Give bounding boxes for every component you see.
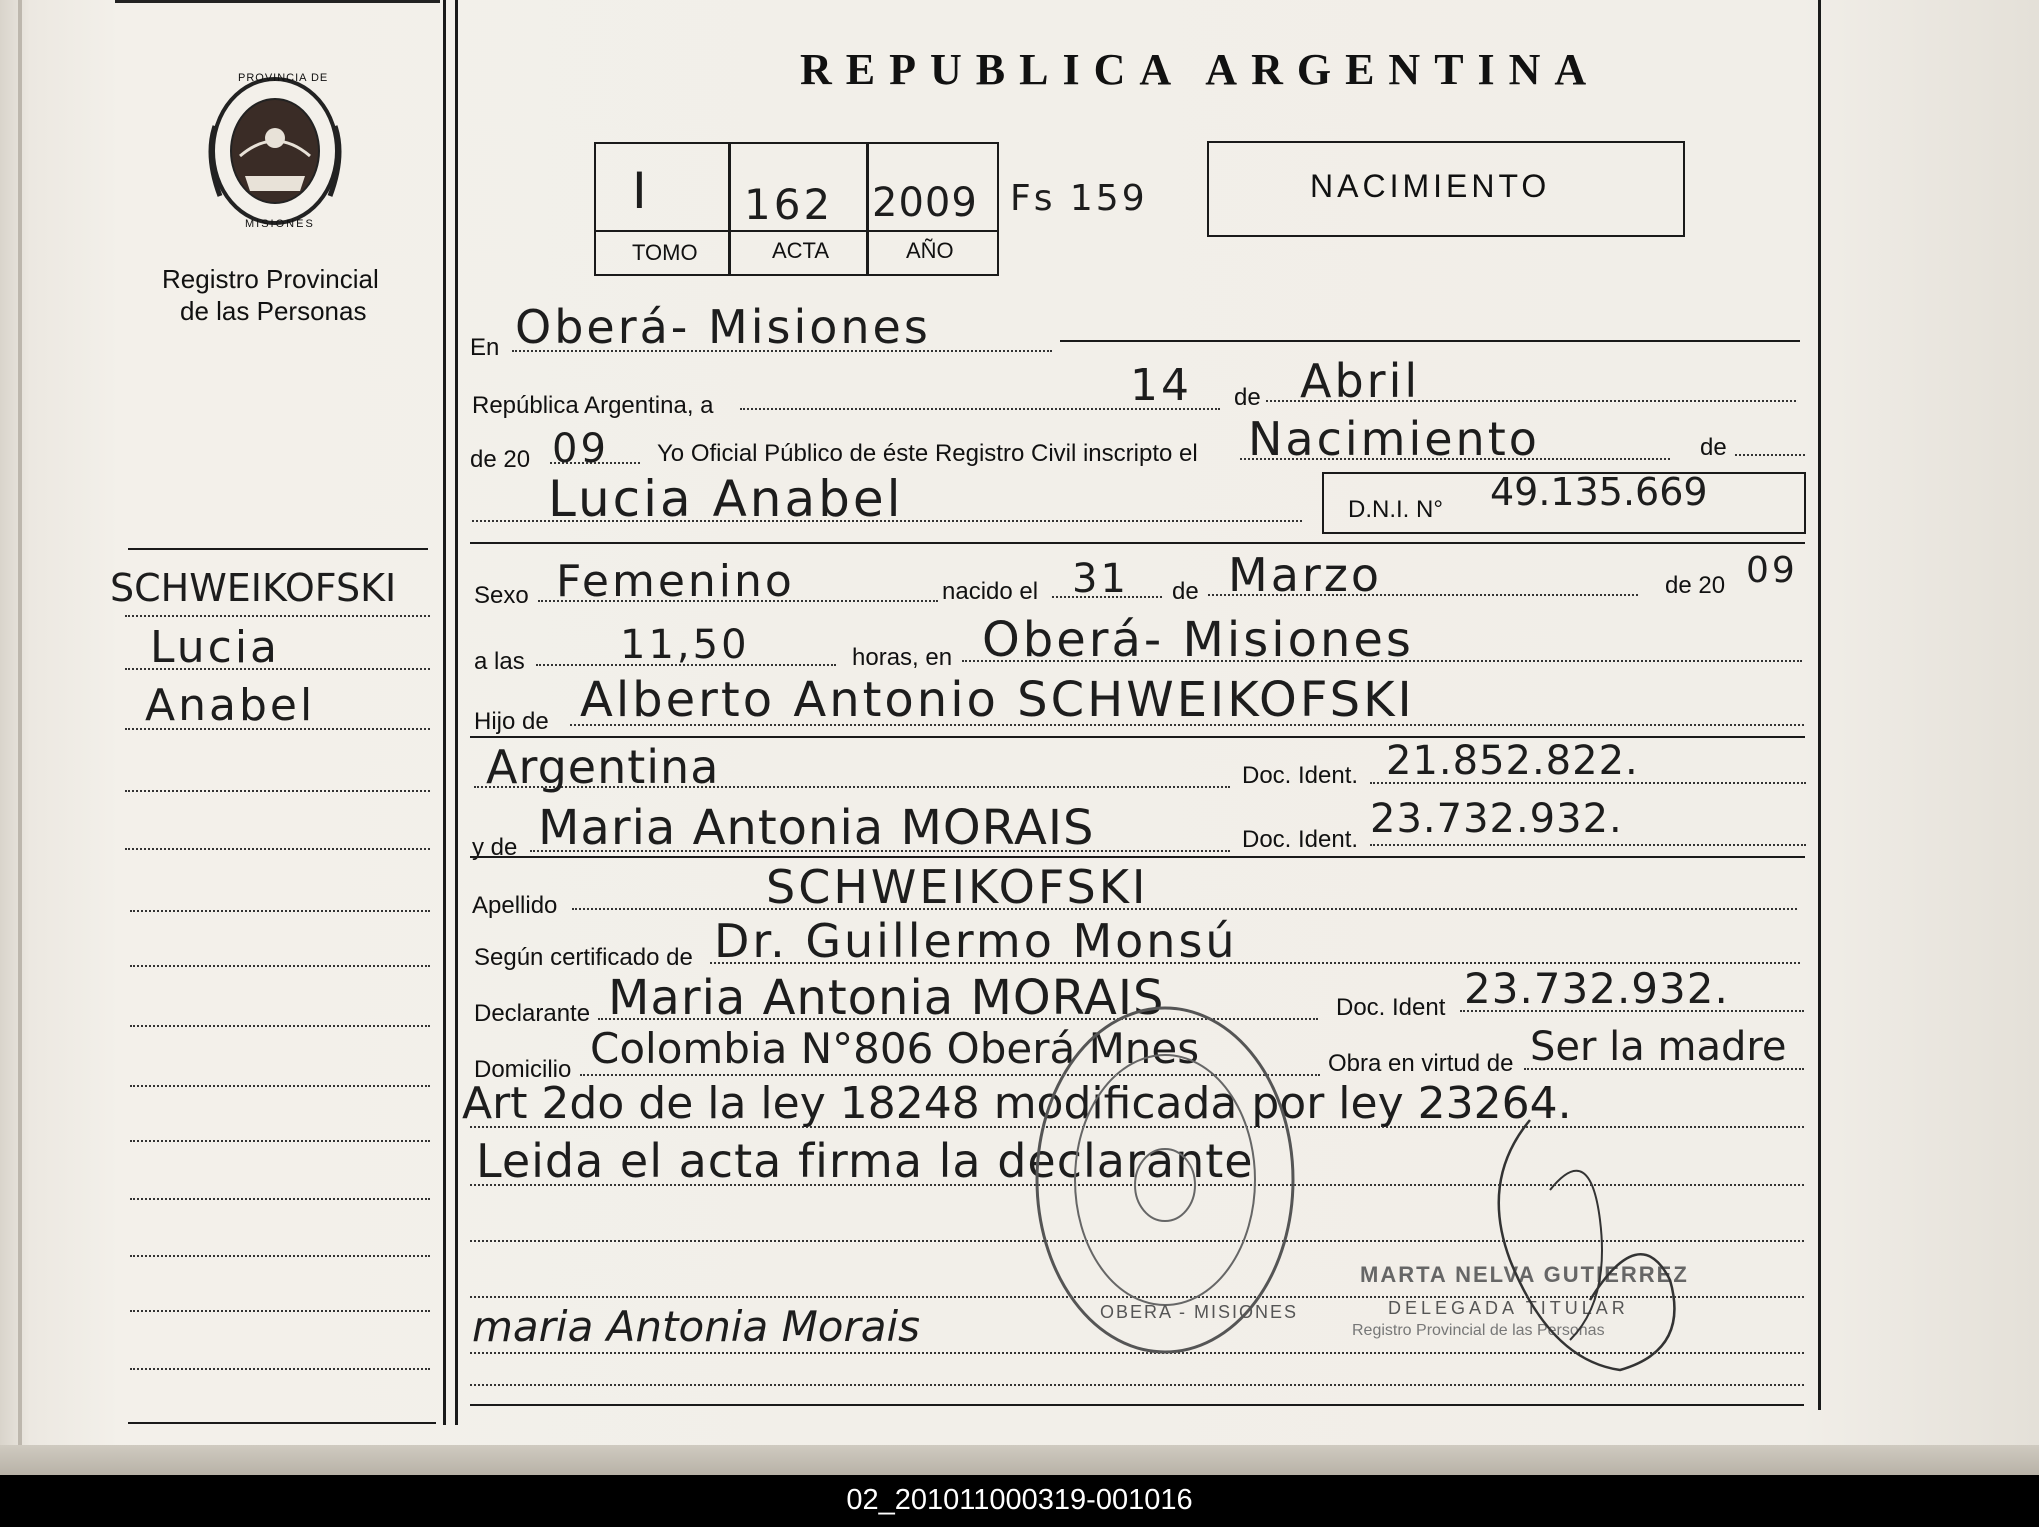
art-line: Art 2do de la ley 18248 modificada por ley 23264. [462, 1078, 1572, 1129]
mother-name: Maria Antonia MORAIS [538, 800, 1095, 856]
sexo-label: Sexo [474, 582, 529, 609]
registry-line-2: de las Personas [180, 296, 367, 326]
acta-label: ACTA [772, 238, 830, 263]
margin-line-4 [125, 790, 430, 792]
margin-line-7 [130, 965, 430, 967]
birth-place: Oberá- Misiones [982, 612, 1414, 668]
father-name: Alberto Antonio SCHWEIKOFSKI [580, 672, 1415, 728]
en-label: En [470, 334, 500, 361]
de20-label: de 20 [470, 446, 531, 473]
en-value: Oberá- Misiones [515, 300, 931, 354]
de-2: de [1700, 434, 1727, 461]
father-doc: 21.852.822. [1386, 738, 1639, 784]
page-edge [18, 0, 22, 1450]
margin-line-9 [130, 1085, 430, 1087]
en-line [1060, 340, 1800, 342]
official-stamp [1030, 1000, 1300, 1360]
margin-line-6 [130, 910, 430, 912]
domicilio-value: Colombia N°806 Oberá Mnes [590, 1024, 1200, 1073]
country-title: REPUBLICA ARGENTINA [800, 45, 1601, 94]
row-rule-3 [470, 856, 1805, 858]
official-dept: Registro Provincial de las Personas [1352, 1322, 1605, 1339]
month-value: Abril [1300, 354, 1421, 408]
record-box-divider [594, 230, 997, 232]
frame-left-line-inner [455, 0, 458, 1425]
year-suffix: 09 [552, 426, 609, 472]
seal-top-text: PROVINCIA DE [238, 72, 329, 84]
birth-month: Marzo [1228, 548, 1383, 602]
doc-ident-label-2: Doc. Ident. [1242, 826, 1359, 853]
margin-bottom-rule [128, 1422, 436, 1424]
seal-bottom-text: MISIONES [245, 218, 315, 230]
republica-label: República Argentina, a [472, 392, 714, 419]
image-id-caption: 02_201011000319-001016 [0, 1475, 2039, 1527]
apellido-dots [572, 908, 1797, 910]
de-1: de [1234, 384, 1261, 411]
declarante-value: Maria Antonia MORAIS [608, 970, 1165, 1026]
de20b-label: de 20 [1665, 572, 1726, 599]
margin-line-8 [130, 1025, 430, 1027]
segun-label: Según certificado de [474, 944, 693, 971]
tomo-value: I [632, 162, 650, 220]
de-3: de [1172, 578, 1199, 605]
child-name: Lucia Anabel [548, 470, 904, 528]
margin-line-11 [130, 1198, 430, 1200]
mother-doc-dots [1370, 844, 1806, 846]
hijo-label: Hijo de [474, 708, 549, 735]
day-value: 14 [1130, 360, 1192, 411]
declarant-signature: maria Antonia Morais [472, 1302, 921, 1351]
father-nat: Argentina [486, 740, 720, 794]
domicilio-label: Domicilio [474, 1056, 572, 1083]
top-rule [115, 0, 440, 3]
leida-line: Leida el acta firma la declarante [476, 1134, 1254, 1188]
stamp-bottom-text: OBERA - MISIONES [1100, 1302, 1299, 1322]
frame-left-line [443, 0, 446, 1425]
row-rule-1 [470, 542, 1805, 544]
hour-value: 11,50 [620, 622, 750, 668]
nacido-label: nacido el [942, 578, 1039, 605]
declarante-label: Declarante [474, 1000, 591, 1027]
margin-name-1: Lucia [150, 622, 281, 673]
province-seal [200, 66, 350, 236]
record-type: NACIMIENTO [1310, 168, 1551, 204]
official-name: MARTA NELVA GUTIERREZ [1360, 1262, 1689, 1287]
a-las-label: a las [474, 648, 525, 675]
doc-ident-label-3: Doc. Ident [1336, 994, 1446, 1021]
margin-line-1 [125, 615, 430, 617]
page-bottom-edge [0, 1445, 2039, 1475]
segun-value: Dr. Guillermo Monsú [714, 914, 1238, 968]
margin-surname: SCHWEIKOFSKI [110, 566, 397, 610]
official-signature [1470, 1100, 1720, 1400]
dni-value: 49.135.669 [1490, 470, 1708, 514]
registry-line-1: Registro Provincial [162, 264, 379, 294]
margin-line-14 [130, 1368, 430, 1370]
margin-line-12 [130, 1255, 430, 1257]
dni-label: D.N.I. N° [1348, 496, 1443, 523]
apellido-value: SCHWEIKOFSKI [766, 860, 1149, 914]
folio-note: Fs 159 [1010, 178, 1148, 219]
margin-line-5 [125, 848, 430, 850]
sexo-value: Femenino [556, 556, 795, 607]
anio-label: AÑO [906, 238, 954, 263]
y-de-label: y de [472, 834, 518, 861]
official-title: DELEGADA TITULAR [1388, 1298, 1629, 1318]
doc-ident-label: Doc. Ident. [1242, 762, 1359, 789]
acta-value: 162 [744, 180, 834, 229]
apellido-label: Apellido [472, 892, 558, 919]
inscripto-value: Nacimiento [1248, 412, 1540, 466]
margin-name-2: Anabel [145, 680, 316, 731]
tomo-label: TOMO [632, 240, 698, 265]
form-bottom-rule [470, 1404, 1804, 1406]
obra-label: Obra en virtud de [1328, 1050, 1514, 1077]
birth-day: 31 [1072, 556, 1129, 602]
horas-label: horas, en [852, 644, 953, 671]
obra-value: Ser la madre [1530, 1024, 1787, 1070]
de2-dots [1735, 454, 1805, 456]
mother-doc: 23.732.932. [1370, 796, 1623, 842]
oficial-text: Yo Oficial Público de éste Registro Civil inscripto el [657, 440, 1198, 467]
declarante-doc: 23.732.932. [1464, 964, 1729, 1013]
anio-value: 2009 [872, 180, 978, 226]
birth-year-suffix: 09 [1746, 550, 1798, 591]
margin-rule [128, 548, 428, 550]
margin-line-10 [130, 1140, 430, 1142]
frame-right-line [1818, 0, 1821, 1410]
margin-line-13 [130, 1310, 430, 1312]
